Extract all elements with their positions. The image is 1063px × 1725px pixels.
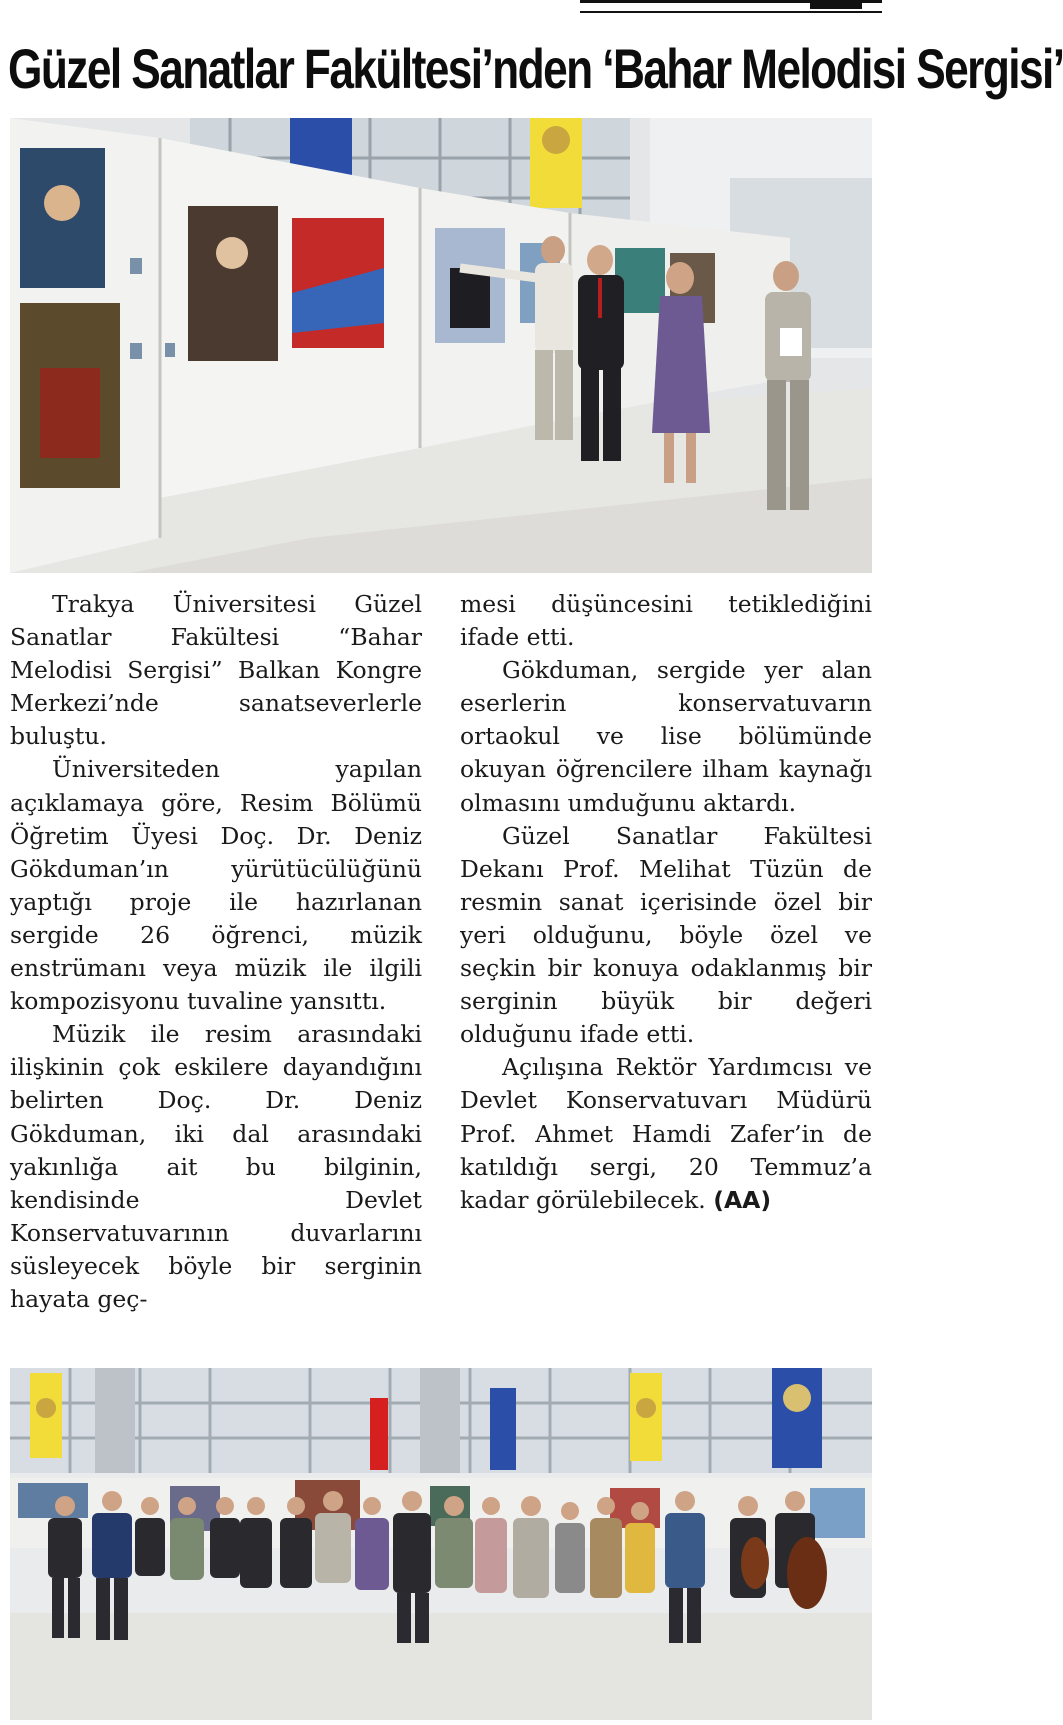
exhibition-photo [10, 118, 872, 573]
paragraph [460, 1051, 872, 1216]
paragraph: Güzel Sanatlar Fakültesi Dekanı Prof. Melihat Tüzün de resmin sanat içerisinde özel bir yeri olduğunu, böyle özel ve seçkin bir konuya odaklanmış bir serginin büyük bir değeri olduğunu ifade etti. [460, 821, 872, 1049]
paragraph: Trakya Üniversitesi Güzel Sanatlar Fakültesi “Bahar Melodisi Sergisi” Balkan Kongre Merkezi’nde sanatseverlerle buluştu. [10, 590, 422, 751]
headline: Güzel Sanatlar Fakültesi’nden ‘Bahar Melodisi Sergisi’ [8, 37, 1063, 100]
paragraph-text: Açılışına Rektör Yardımcısı ve Devlet Konservatuvarı Müdürü Prof. Ahmet Hamdi Zafer’in de katıldığı sergi, 20 Temmuz’a kadar görülebilecek. [460, 1053, 872, 1214]
paragraph: Gökduman, sergide yer alan eserlerin konservatuvarın ortaokul ve lise bölümünde okuyan öğrencilere ilham kaynağı olmasını umduğunu aktardı. [460, 656, 872, 817]
group-photo [10, 1368, 872, 1720]
paragraph: Müzik ile resim arasındaki ilişkinin çok eskilere dayandığını belirten Doç. Dr. Deniz Gökduman, iki dal arasındaki yakınlığa ait bu bilginin, kendisinde Devlet Konservatuvarının duvarlarını süsleyecek böyle bir serginin hayata geç- [10, 1020, 422, 1313]
news-agency-credit: (AA) [713, 1185, 772, 1214]
article-column-right [460, 588, 872, 1217]
header-rule [580, 0, 882, 13]
article-column-left [10, 588, 422, 1316]
paragraph: Üniversiteden yapılan açıklamaya göre, Resim Bölümü Öğretim Üyesi Doç. Dr. Deniz Gökduman’ın yürütücülüğünü yaptığı proje ile hazırlanan sergide 26 öğrenci, müzik enstrümanı veya müzik ile ilgili kompozisyonu tuvaline yansıttı. [10, 755, 422, 1016]
paragraph: mesi düşüncesini tetiklediğini ifade etti. [460, 590, 872, 652]
